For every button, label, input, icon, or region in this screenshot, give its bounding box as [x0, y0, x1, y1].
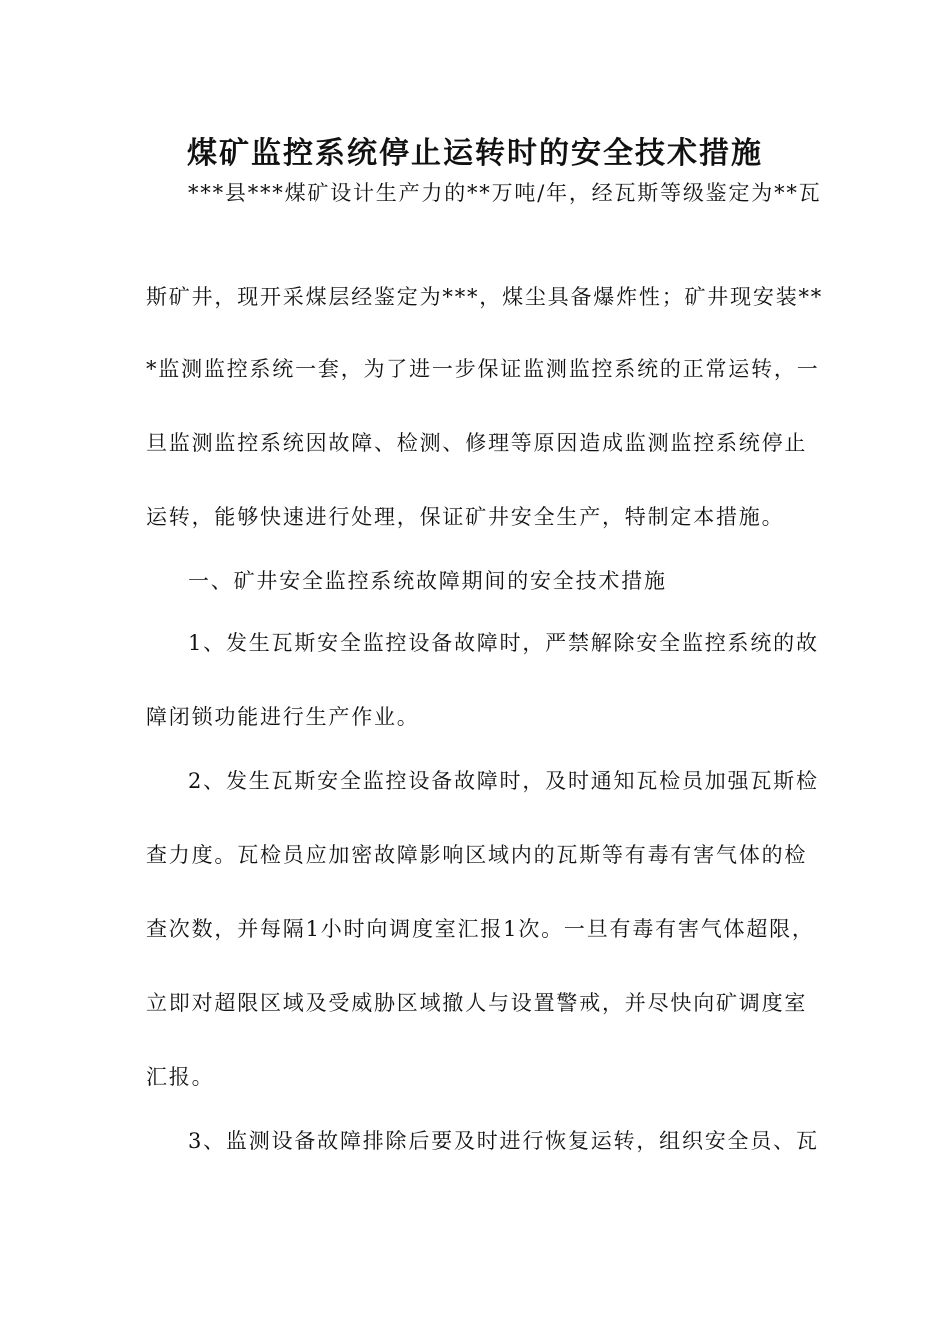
section-heading: 一、矿井安全监控系统故障期间的安全技术措施 [188, 569, 667, 593]
paragraph-line: 1、发生瓦斯安全监控设备故障时，严禁解除安全监控系统的故 [188, 631, 819, 655]
paragraph-line: 立即对超限区域及受威胁区域撤人与设置警戒，并尽快向矿调度室 [146, 991, 808, 1015]
paragraph-line: 3、监测设备故障排除后要及时进行恢复运转，组织安全员、瓦 [188, 1129, 819, 1153]
paragraph-line: 斯矿井，现开采煤层经鉴定为***，煤尘具备爆炸性；矿井现安装** [146, 285, 824, 309]
paragraph-line: 查力度。瓦检员应加密故障影响区域内的瓦斯等有毒有害气体的检 [146, 843, 808, 867]
paragraph-line: ***县***煤矿设计生产力的**万吨/年，经瓦斯等级鉴定为**瓦 [188, 181, 822, 205]
paragraph-line: 运转，能够快速进行处理，保证矿井安全生产，特制定本措施。 [146, 505, 785, 529]
paragraph-line: *监测监控系统一套，为了进一步保证监测监控系统的正常运转，一 [146, 357, 820, 381]
document-title: 煤矿监控系统停止运转时的安全技术措施 [187, 136, 763, 171]
paragraph-line: 2、发生瓦斯安全监控设备故障时，及时通知瓦检员加强瓦斯检 [188, 769, 819, 793]
paragraph-line: 旦监测监控系统因故障、检测、修理等原因造成监测监控系统停止 [146, 431, 808, 455]
paragraph-line: 汇报。 [146, 1065, 215, 1089]
paragraph-line: 障闭锁功能进行生产作业。 [146, 705, 420, 729]
paragraph-line: 查次数，并每隔1小时向调度室汇报1次。一旦有毒有害气体超限， [146, 917, 815, 941]
